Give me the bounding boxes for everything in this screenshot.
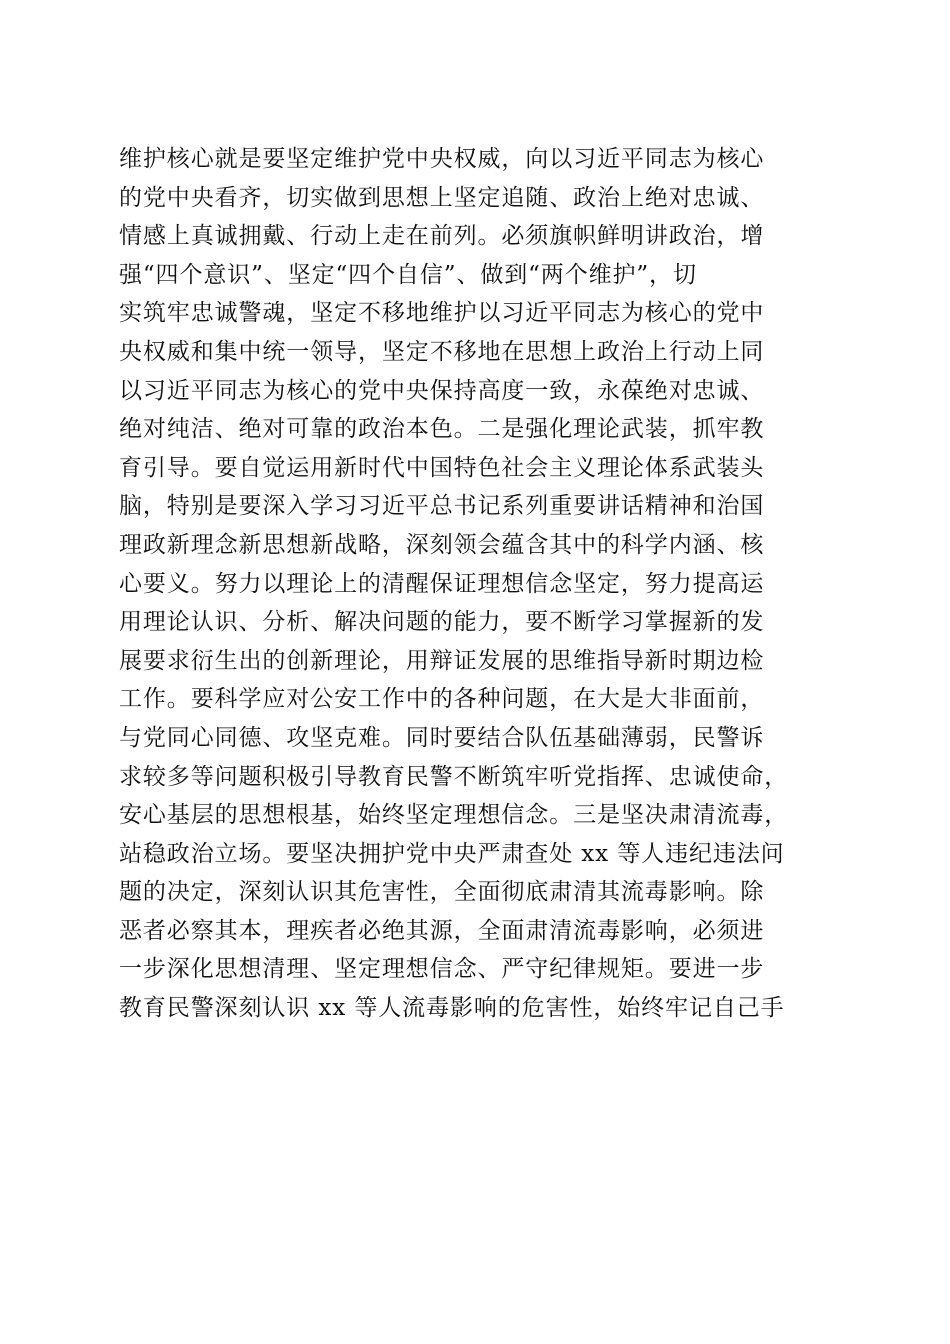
text-line: 题的决定，深刻认识其危害性，全面彻底肃清其流毒影响。除: [119, 879, 765, 906]
text-line: 求较多等问题积极引导教育民警不断筑牢听党指挥、忠诚使命，: [119, 763, 789, 790]
text-line: 脑，特别是要深入学习习近平总书记系列重要讲话精神和治国: [119, 493, 765, 520]
text-line: 强“四个意识”、坚定“四个自信”、做到“两个维护”，切: [119, 261, 697, 288]
text-line: 用理论认识、分析、解决问题的能力，要不断学习掌握新的发: [119, 609, 765, 636]
text-line: 的党中央看齐，切实做到思想上坚定追随、政治上绝对忠诚、: [119, 184, 765, 211]
text-line: 工作。要科学应对公安工作中的各种问题，在大是大非面前，: [119, 686, 765, 713]
text-line: 展要求衍生出的创新理论，用辩证发展的思维指导新时期边检: [119, 647, 765, 674]
text-line: 维护核心就是要坚定维护党中央权威，向以习近平同志为核心: [119, 146, 765, 172]
body-text: [119, 140, 839, 1028]
text-line: 心要义。努力以理论上的清醒保证理想信念坚定，努力提高运: [119, 570, 765, 597]
text-line: 育引导。要自觉运用新时代中国特色社会主义理论体系武装头: [119, 454, 765, 481]
text-line: 情感上真诚拥戴、行动上走在前列。必须旗帜鲜明讲政治，增: [119, 223, 765, 250]
text-line: 与党同心同德、攻坚克难。同时要结合队伍基础薄弱，民警诉: [119, 724, 765, 751]
text-line: 站稳政治立场。要坚决拥护党中央严肃查处 xx 等人违纪违法问: [119, 840, 785, 867]
text-line: 恶者必察其本，理疾者必绝其源，全面肃清流毒影响，必须进: [119, 917, 765, 944]
text-line: 实筑牢忠诚警魂，坚定不移地维护以习近平同志为核心的党中: [119, 300, 765, 327]
text-line: 一步深化思想清理、坚定理想信念、严守纪律规矩。要进一步: [119, 956, 765, 983]
text-line: 安心基层的思想根基，始终坚定理想信念。三是坚决肃清流毒，: [119, 802, 789, 829]
text-line: 绝对纯洁、绝对可靠的政治本色。二是强化理论武装，抓牢教: [119, 416, 765, 443]
text-line: 教育民警深刻认识 xx 等人流毒影响的危害性，始终牢记自己手: [119, 995, 785, 1022]
text-line: 理政新理念新思想新战略，深刻领会蕴含其中的科学内涵、核: [119, 531, 765, 558]
text-line: 以习近平同志为核心的党中央保持高度一致，永葆绝对忠诚、: [119, 377, 765, 404]
text-line: 央权威和集中统一领导，坚定不移地在思想上政治上行动上同: [119, 338, 765, 365]
